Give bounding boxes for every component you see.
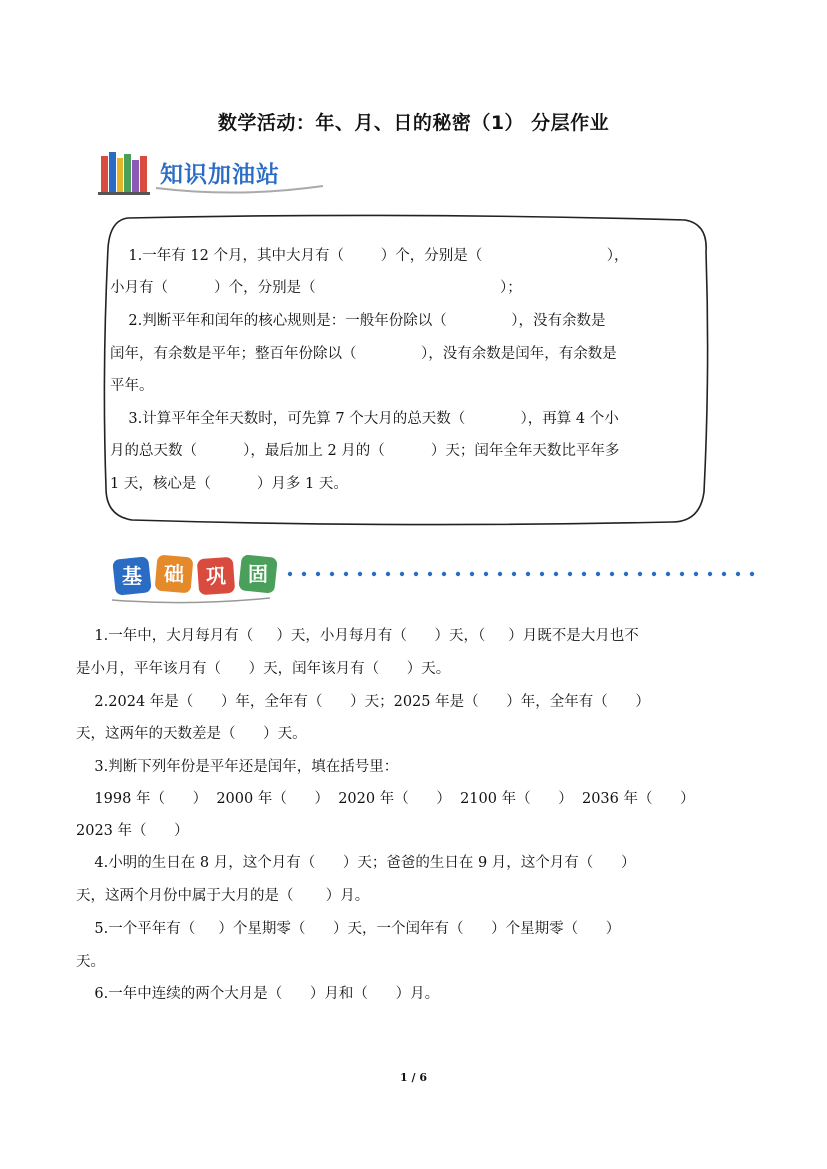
divider-dot [736, 572, 740, 576]
divider-dot [526, 572, 530, 576]
tile-char: 巩 [206, 564, 226, 588]
divider-dot [302, 572, 306, 576]
knowledge-line: 3.计算平年全年天数时，可先算 7 个大月的总天数（ ），再算 4 个小 [110, 411, 619, 427]
question-line: 2023 年（ ） [76, 823, 189, 839]
question-line: 3.判断下列年份是平年还是闰年，填在括号里： [76, 759, 399, 775]
question-line: 天。 [76, 954, 105, 970]
section-heading-basics [110, 548, 770, 608]
divider-dot [708, 572, 712, 576]
divider-dot [344, 572, 348, 576]
knowledge-line: 2.判断平年和闰年的核心规则是：一般年份除以（ ），没有余数是 [110, 313, 606, 329]
question-line: 1998 年（ ） 2000 年（ ） 2020 年（ ） 2100 年（ ） 2036 年（ ） [76, 791, 695, 807]
question-line: 是小月，平年该月有（ ）天，闰年该月有（ ）天。 [76, 661, 451, 677]
knowledge-line: 平年。 [110, 378, 154, 394]
tile-char: 础 [164, 562, 184, 586]
divider-dot [540, 572, 544, 576]
dotted-divider [288, 572, 754, 576]
page-title: 数学活动：年、月、日的秘密（1） 分层作业 [217, 112, 610, 134]
divider-dot [330, 572, 334, 576]
divider-dot [554, 572, 558, 576]
knowledge-line: 1 天，核心是（ ）月多 1 天。 [110, 476, 348, 492]
tile-char: 固 [248, 562, 268, 586]
divider-dot [288, 572, 292, 576]
divider-dot [750, 572, 754, 576]
divider-dot [358, 572, 362, 576]
divider-dot [624, 572, 628, 576]
divider-dot [456, 572, 460, 576]
question-line: 天，这两个月份中属于大月的是（ ）月。 [76, 888, 370, 904]
divider-dot [638, 572, 642, 576]
question-line: 5.一个平年有（ ）个星期零（ ）天，一个闰年有（ ）个星期零（ ） [76, 921, 621, 937]
divider-dot [694, 572, 698, 576]
divider-dot [680, 572, 684, 576]
knowledge-line: 月的总天数（ ），最后加上 2 月的（ ）天；闰年全年天数比平年多 [110, 443, 620, 459]
divider-dot [414, 572, 418, 576]
question-line: 2.2024 年是（ ）年，全年有（ ）天；2025 年是（ ）年，全年有（ ） [76, 694, 650, 710]
section-heading-knowledge: 知识加油站 [160, 162, 280, 188]
divider-dot [400, 572, 404, 576]
divider-dot [652, 572, 656, 576]
question-line: 6.一年中连续的两个大月是（ ）月和（ ）月。 [76, 986, 440, 1002]
divider-dot [596, 572, 600, 576]
knowledge-line: 1.一年有 12 个月，其中大月有（ ）个，分别是（ ）， [110, 248, 629, 264]
divider-dot [316, 572, 320, 576]
divider-dot [512, 572, 516, 576]
page-number: 1 / 6 [400, 1071, 427, 1084]
divider-dot [442, 572, 446, 576]
divider-dot [498, 572, 502, 576]
divider-dot [428, 572, 432, 576]
divider-dot [372, 572, 376, 576]
question-line: 1.一年中，大月每月有（ ）天，小月每月有（ ）天，（ ）月既不是大月也不 [76, 628, 639, 644]
divider-dot [666, 572, 670, 576]
divider-dot [568, 572, 572, 576]
knowledge-line: 闰年，有余数是平年；整百年份除以（ ），没有余数是闰年，有余数是 [110, 346, 617, 362]
divider-dot [470, 572, 474, 576]
question-line: 天，这两年的天数差是（ ）天。 [76, 726, 307, 742]
tile-char: 基 [122, 564, 142, 588]
divider-dot [610, 572, 614, 576]
divider-dot [722, 572, 726, 576]
divider-dot [582, 572, 586, 576]
divider-dot [484, 572, 488, 576]
knowledge-line: 小月有（ ）个，分别是（ ）； [110, 280, 522, 296]
question-line: 4.小明的生日在 8 月，这个月有（ ）天；爸爸的生日在 9 月，这个月有（ ） [76, 855, 636, 871]
divider-dot [386, 572, 390, 576]
